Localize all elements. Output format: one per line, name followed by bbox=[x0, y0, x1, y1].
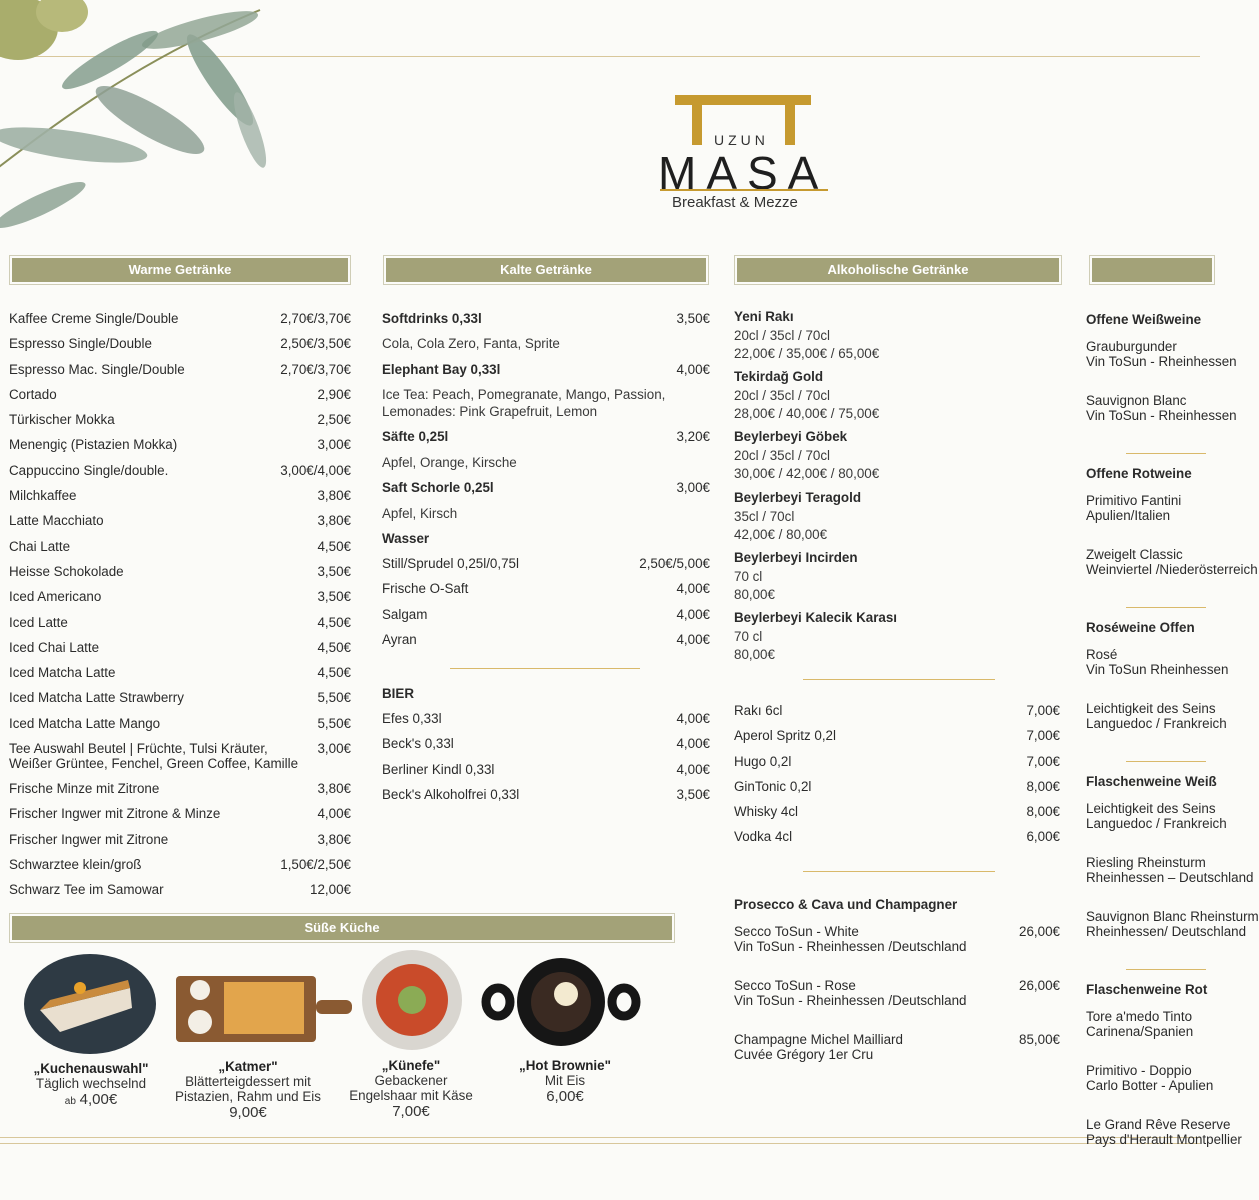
dessert-price: 7,00€ bbox=[392, 1103, 430, 1120]
item-price: 3,00€ bbox=[317, 437, 351, 453]
dessert-price: 4,00€ bbox=[79, 1091, 118, 1108]
item-name: Saft Schorle 0,25l bbox=[382, 480, 494, 495]
wine-section-title: Flaschenweine Weiß bbox=[1086, 774, 1217, 789]
item-price: 4,50€ bbox=[317, 639, 351, 655]
menu-item bbox=[9, 690, 351, 715]
dessert-name: „Hot Brownie" bbox=[519, 1058, 611, 1073]
dessert-desc: Blätterteigdessert mit bbox=[185, 1074, 311, 1089]
menu-item bbox=[9, 513, 351, 538]
menu-item bbox=[382, 581, 710, 606]
item-name: Espresso Mac. Single/Double bbox=[9, 361, 185, 377]
item-name: Champagne Michel Mailliard bbox=[734, 1032, 903, 1047]
wine-origin: Rheinhessen – Deutschland bbox=[1086, 870, 1254, 885]
wine-item bbox=[1086, 1009, 1200, 1063]
menu-item bbox=[734, 804, 1060, 829]
item-name: Beylerbeyi Kalecik Karası bbox=[734, 609, 898, 625]
item-name: Whisky 4cl bbox=[734, 804, 798, 820]
item-name: Heisse Schokolade bbox=[9, 563, 124, 579]
wine-origin: Languedoc / Frankreich bbox=[1086, 716, 1227, 731]
item-name: Schwarztee klein/groß bbox=[9, 856, 142, 872]
wine-origin: Vin ToSun - Rheinhessen bbox=[1086, 408, 1237, 423]
brownie-photo bbox=[488, 952, 634, 1052]
menu-item bbox=[734, 779, 1060, 804]
item-price: 2,50€/3,50€ bbox=[280, 336, 351, 352]
menu-item bbox=[9, 615, 351, 640]
menu-item bbox=[382, 480, 710, 506]
raki-item bbox=[734, 369, 1054, 429]
item-name: Hugo 0,2l bbox=[734, 753, 792, 769]
item-name: GinTonic 0,2l bbox=[734, 778, 812, 794]
prosecco-section bbox=[734, 897, 1060, 1086]
menu-item bbox=[9, 781, 351, 806]
item-price: 4,00€ bbox=[676, 711, 710, 727]
menu-item bbox=[9, 412, 351, 437]
menu-item bbox=[9, 463, 351, 488]
item-name: Frische O-Saft bbox=[382, 581, 469, 597]
menu-item bbox=[9, 387, 351, 412]
item-name-block bbox=[734, 1032, 903, 1062]
wine-section-title: Offene Rotweine bbox=[1086, 466, 1192, 481]
item-name: Beylerbeyi Incirden bbox=[734, 549, 858, 565]
item-price: 2,70€/3,70€ bbox=[280, 311, 351, 326]
item-sizes: 35cl / 70cl bbox=[734, 508, 795, 524]
item-price: 4,00€ bbox=[317, 806, 351, 822]
item-price: 3,80€ bbox=[317, 488, 351, 504]
menu-item bbox=[734, 829, 1060, 854]
item-name: Iced Latte bbox=[9, 614, 68, 630]
price-prefix: ab bbox=[64, 1096, 76, 1107]
wine-divider bbox=[1126, 761, 1206, 762]
wine-divider bbox=[1126, 607, 1206, 608]
divider-spirits bbox=[803, 871, 995, 872]
item-name: Latte Macchiato bbox=[9, 513, 104, 529]
menu-item bbox=[9, 311, 351, 336]
item-price: 2,90€ bbox=[317, 386, 351, 402]
menu-item bbox=[382, 607, 710, 632]
item-price: 3,80€ bbox=[317, 513, 351, 529]
raki-item bbox=[734, 429, 1054, 489]
wine-section-title: Offene Weißweine bbox=[1086, 312, 1202, 327]
wine-item bbox=[1086, 909, 1259, 963]
wine-name: Leichtigkeit des Seins bbox=[1086, 801, 1216, 816]
item-name: Ayran bbox=[382, 631, 417, 647]
menu-item bbox=[9, 336, 351, 361]
menu-item bbox=[9, 488, 351, 513]
item-price: 3,00€ bbox=[676, 480, 710, 495]
item-name: Beylerbeyi Göbek bbox=[734, 429, 848, 445]
item-prices: 28,00€ / 40,00€ / 75,00€ bbox=[734, 406, 880, 422]
item-name: Espresso Single/Double bbox=[9, 336, 152, 352]
item-price: 2,50€/5,00€ bbox=[639, 556, 710, 571]
kuchen-photo bbox=[20, 950, 160, 1060]
raki-item bbox=[734, 610, 1054, 670]
item-name: Vodka 4cl bbox=[734, 829, 793, 845]
item-name: Beck's Alkoholfrei 0,33l bbox=[382, 787, 520, 803]
dessert-card bbox=[168, 1059, 328, 1121]
item-name-block bbox=[734, 978, 967, 1008]
item-price: 4,00€ bbox=[676, 736, 710, 752]
brand-tagline: Breakfast & Mezze bbox=[672, 194, 798, 211]
brand-name: MASA bbox=[658, 147, 829, 199]
item-sizes: 70 cl bbox=[734, 628, 763, 644]
spirits-list bbox=[734, 703, 1060, 855]
wine-list bbox=[1086, 312, 1259, 1171]
item-price: 12,00€ bbox=[310, 882, 351, 898]
item-name: Berliner Kindl 0,33l bbox=[382, 761, 495, 777]
menu-item bbox=[9, 741, 351, 781]
item-price: 3,00€ bbox=[317, 741, 351, 757]
dessert-price: 9,00€ bbox=[229, 1104, 267, 1121]
item-price: 4,00€ bbox=[676, 631, 710, 647]
item-price: 2,70€/3,70€ bbox=[280, 361, 351, 377]
menu-item bbox=[734, 728, 1060, 753]
wine-item bbox=[1086, 493, 1200, 547]
item-origin: Vin ToSun - Rheinhessen /Deutschland bbox=[734, 939, 967, 954]
menu-item bbox=[9, 716, 351, 741]
item-name: Tee Auswahl Beutel | Früchte, Tulsi Kräuter, bbox=[9, 741, 268, 757]
menu-item bbox=[382, 632, 710, 657]
menu-item bbox=[9, 564, 351, 589]
dessert-name: „Katmer" bbox=[218, 1059, 278, 1074]
menu-item bbox=[9, 589, 351, 614]
item-name: Yeni Rakı bbox=[734, 309, 794, 324]
item-name: Chai Latte bbox=[9, 538, 71, 554]
item-name: Iced Chai Latte bbox=[9, 639, 100, 655]
menu-item bbox=[9, 832, 351, 857]
water-list bbox=[382, 556, 710, 657]
item-name: Milchkaffee bbox=[9, 488, 77, 504]
item-name: Schwarz Tee im Samowar bbox=[9, 882, 164, 898]
item-name: Türkischer Mokka bbox=[9, 412, 115, 428]
bottom-rule-2 bbox=[0, 1143, 1200, 1144]
item-price: 7,00€ bbox=[1026, 753, 1060, 769]
dessert-card bbox=[338, 1058, 484, 1120]
menu-item bbox=[734, 703, 1060, 728]
dessert-desc: Engelshaar mit Käse bbox=[349, 1088, 473, 1103]
menu-item bbox=[9, 806, 351, 831]
menu-item bbox=[382, 787, 710, 812]
section-header-alcohol: Alkoholische Getränke bbox=[737, 258, 1059, 282]
menu-item bbox=[734, 978, 1060, 1032]
wine-origin: Weinviertel /Niederösterreich bbox=[1086, 562, 1258, 577]
dessert-name: „Künefe" bbox=[381, 1058, 441, 1073]
item-price: 7,00€ bbox=[1026, 703, 1060, 718]
item-price: 3,00€/4,00€ bbox=[280, 462, 351, 478]
item-name: Cortado bbox=[9, 386, 57, 402]
wine-origin: Carlo Botter - Apulien bbox=[1086, 1078, 1214, 1093]
wine-name: Primitivo - Doppio bbox=[1086, 1063, 1192, 1078]
item-price: 4,50€ bbox=[317, 614, 351, 630]
kuenefe-photo bbox=[360, 948, 464, 1052]
item-price: 6,00€ bbox=[1026, 829, 1060, 845]
logo-underline bbox=[660, 189, 828, 191]
item-name: Secco ToSun - Rose bbox=[734, 978, 856, 993]
item-name: Frischer Ingwer mit Zitrone & Minze bbox=[9, 806, 221, 822]
dessert-price: 6,00€ bbox=[546, 1088, 584, 1105]
item-name: Cappuccino Single/double. bbox=[9, 462, 169, 478]
section-header-sweet: Süße Küche bbox=[12, 916, 672, 940]
wine-origin: Vin ToSun - Rheinhessen bbox=[1086, 354, 1237, 369]
item-name-block bbox=[734, 924, 967, 954]
subsection-title-wasser: Wasser bbox=[382, 531, 430, 546]
divider-raki bbox=[803, 679, 995, 680]
item-price: 2,50€ bbox=[317, 412, 351, 428]
cold-drinks-list bbox=[382, 311, 710, 812]
item-sizes: 20cl / 35cl / 70cl bbox=[734, 448, 831, 464]
menu-item bbox=[734, 754, 1060, 779]
bottom-rule bbox=[0, 1137, 1200, 1138]
dessert-name: „Kuchenauswahl" bbox=[33, 1061, 149, 1076]
item-price: 85,00€ bbox=[1019, 1032, 1060, 1047]
menu-item bbox=[9, 665, 351, 690]
item-price: 3,50€ bbox=[317, 589, 351, 605]
divider-cold bbox=[450, 668, 640, 669]
menu-item bbox=[734, 1032, 1060, 1086]
wine-name: Riesling Rheinsturm bbox=[1086, 855, 1206, 870]
wine-item bbox=[1086, 1117, 1242, 1171]
dessert-card bbox=[10, 1061, 172, 1108]
item-prices: 42,00€ / 80,00€ bbox=[734, 526, 828, 542]
raki-item bbox=[734, 550, 1054, 610]
menu-item bbox=[9, 857, 351, 882]
wine-section-title: Roséweine Offen bbox=[1086, 620, 1195, 635]
item-price: 3,50€ bbox=[676, 311, 710, 326]
item-prices: 30,00€ / 42,00€ / 80,00€ bbox=[734, 466, 880, 482]
item-price: 4,50€ bbox=[317, 665, 351, 681]
menu-item bbox=[9, 437, 351, 462]
dessert-card bbox=[500, 1058, 630, 1105]
item-name: Rakı 6cl bbox=[734, 703, 783, 718]
item-price: 8,00€ bbox=[1026, 778, 1060, 794]
item-price: 4,50€ bbox=[317, 538, 351, 554]
item-name: Iced Matcha Latte Strawberry bbox=[9, 690, 184, 706]
menu-item bbox=[9, 640, 351, 665]
section-header-warm: Warme Getränke bbox=[12, 258, 348, 282]
wine-item bbox=[1086, 339, 1237, 393]
item-price: 26,00€ bbox=[1019, 978, 1060, 993]
wine-origin: Pays d'Herault Montpellier bbox=[1086, 1132, 1242, 1147]
wine-name: Primitivo Fantini bbox=[1086, 493, 1182, 508]
item-price: 7,00€ bbox=[1026, 728, 1060, 744]
item-price: 26,00€ bbox=[1019, 924, 1060, 939]
dessert-desc: Gebackener bbox=[374, 1073, 448, 1088]
wine-name: Le Grand Rêve Reserve bbox=[1086, 1117, 1231, 1132]
item-sizes: 20cl / 35cl / 70cl bbox=[734, 388, 831, 404]
warm-drinks-list bbox=[9, 311, 351, 908]
item-prices: 22,00€ / 35,00€ / 65,00€ bbox=[734, 346, 880, 361]
item-name: Iced Matcha Latte bbox=[9, 665, 116, 681]
wine-name: Rosé bbox=[1086, 647, 1118, 662]
wine-item bbox=[1086, 1063, 1214, 1117]
item-description: Apfel, Kirsch bbox=[382, 506, 458, 521]
item-price: 8,00€ bbox=[1026, 804, 1060, 820]
item-name: Elephant Bay 0,33l bbox=[382, 362, 501, 377]
dessert-desc: Täglich wechselnd bbox=[35, 1076, 147, 1091]
item-name: Efes 0,33l bbox=[382, 711, 442, 727]
item-price: 3,20€ bbox=[676, 429, 710, 444]
wine-item bbox=[1086, 701, 1227, 755]
item-name: Softdrinks 0,33l bbox=[382, 311, 482, 326]
item-description: Cola, Cola Zero, Fanta, Sprite bbox=[382, 336, 560, 351]
item-name: Beck's 0,33l bbox=[382, 736, 454, 752]
item-price: 4,00€ bbox=[676, 761, 710, 777]
wine-divider bbox=[1126, 969, 1206, 970]
item-name: Frische Minze mit Zitrone bbox=[9, 781, 160, 797]
item-description: Apfel, Orange, Kirsche bbox=[382, 455, 517, 470]
wine-origin: Rheinhessen/ Deutschland bbox=[1086, 924, 1247, 939]
item-name: Aperol Spritz 0,2l bbox=[734, 728, 836, 744]
wine-item bbox=[1086, 393, 1237, 447]
beer-list bbox=[382, 711, 710, 812]
katmer-photo bbox=[176, 962, 352, 1052]
item-name: Kaffee Creme Single/Double bbox=[9, 311, 179, 326]
item-sizes: 70 cl bbox=[734, 568, 763, 584]
wine-item bbox=[1086, 855, 1254, 909]
menu-item bbox=[382, 362, 710, 387]
item-price: 3,50€ bbox=[317, 563, 351, 579]
item-price: 4,00€ bbox=[676, 606, 710, 622]
item-description: Lemonades: Pink Grapefruit, Lemon bbox=[382, 404, 598, 419]
brand-top: UZUN bbox=[714, 132, 769, 148]
menu-item bbox=[9, 362, 351, 387]
item-price: 1,50€/2,50€ bbox=[280, 856, 351, 872]
item-name-block bbox=[9, 741, 298, 771]
item-name: Iced Americano bbox=[9, 589, 102, 605]
wine-section-title: Flaschenweine Rot bbox=[1086, 982, 1208, 997]
menu-item bbox=[382, 311, 710, 336]
item-name-line2: Weißer Grüntee, Fenchel, Green Coffee, Kamille bbox=[9, 756, 299, 772]
menu-item bbox=[9, 882, 351, 907]
wine-divider bbox=[1126, 453, 1206, 454]
prosecco-title: Prosecco & Cava und Champagner bbox=[734, 897, 958, 912]
item-price: 4,00€ bbox=[676, 581, 710, 597]
item-name: Salgam bbox=[382, 606, 428, 622]
item-name: Secco ToSun - White bbox=[734, 924, 859, 939]
raki-item bbox=[734, 490, 1054, 550]
subsection-title-bier: BIER bbox=[382, 686, 414, 702]
dessert-desc: Mit Eis bbox=[544, 1073, 586, 1088]
olive-branch-illustration bbox=[0, 0, 300, 245]
wine-name: Sauvignon Blanc bbox=[1086, 393, 1187, 408]
menu-item bbox=[9, 539, 351, 564]
wine-origin: Carinena/Spanien bbox=[1086, 1024, 1194, 1039]
item-price: 3,80€ bbox=[317, 781, 351, 797]
item-name: Iced Matcha Latte Mango bbox=[9, 715, 161, 731]
item-name: Säfte 0,25l bbox=[382, 429, 449, 444]
wine-item bbox=[1086, 801, 1227, 855]
brand-logo bbox=[650, 92, 840, 222]
wine-name: Leichtigkeit des Seins bbox=[1086, 701, 1216, 716]
menu-item bbox=[382, 762, 710, 787]
raki-item bbox=[734, 309, 1054, 369]
item-price: 3,50€ bbox=[676, 787, 710, 803]
menu-item bbox=[734, 924, 1060, 978]
item-name: Still/Sprudel 0,25l/0,75l bbox=[382, 556, 519, 571]
menu-item bbox=[382, 556, 710, 581]
wine-origin: Apulien/Italien bbox=[1086, 508, 1171, 523]
item-origin: Vin ToSun - Rheinhessen /Deutschland bbox=[734, 993, 967, 1008]
item-price: 5,50€ bbox=[317, 690, 351, 706]
item-price: 4,00€ bbox=[676, 362, 710, 377]
dessert-desc: Pistazien, Rahm und Eis bbox=[175, 1089, 321, 1104]
section-header-cold: Kalte Getränke bbox=[386, 258, 706, 282]
wine-name: Sauvignon Blanc Rheinsturm bbox=[1086, 909, 1259, 924]
item-name: Tekirdağ Gold bbox=[734, 369, 824, 385]
menu-item bbox=[382, 429, 710, 455]
section-header-wine bbox=[1092, 258, 1212, 282]
item-description: Ice Tea: Peach, Pomegranate, Mango, Passion, bbox=[382, 387, 666, 402]
item-prices: 80,00€ bbox=[734, 646, 775, 662]
item-price: 5,50€ bbox=[317, 715, 351, 731]
wine-origin: Languedoc / Frankreich bbox=[1086, 816, 1227, 831]
item-name: Frischer Ingwer mit Zitrone bbox=[9, 831, 169, 847]
wine-name: Grauburgunder bbox=[1086, 339, 1177, 354]
raki-list bbox=[734, 309, 1054, 670]
wine-origin: Vin ToSun Rheinhessen bbox=[1086, 662, 1229, 677]
menu-item bbox=[382, 736, 710, 761]
menu-item bbox=[382, 711, 710, 736]
item-prices: 80,00€ bbox=[734, 586, 775, 602]
item-origin: Cuvée Grégory 1er Cru bbox=[734, 1047, 874, 1062]
wine-name: Zweigelt Classic bbox=[1086, 547, 1183, 562]
wine-item bbox=[1086, 547, 1258, 601]
item-name: Menengiç (Pistazien Mokka) bbox=[9, 437, 178, 453]
wine-item bbox=[1086, 647, 1229, 701]
item-sizes: 20cl / 35cl / 70cl bbox=[734, 328, 831, 343]
item-price: 3,80€ bbox=[317, 831, 351, 847]
wine-name: Tore a'medo Tinto bbox=[1086, 1009, 1193, 1024]
item-name: Beylerbeyi Teragold bbox=[734, 489, 862, 505]
